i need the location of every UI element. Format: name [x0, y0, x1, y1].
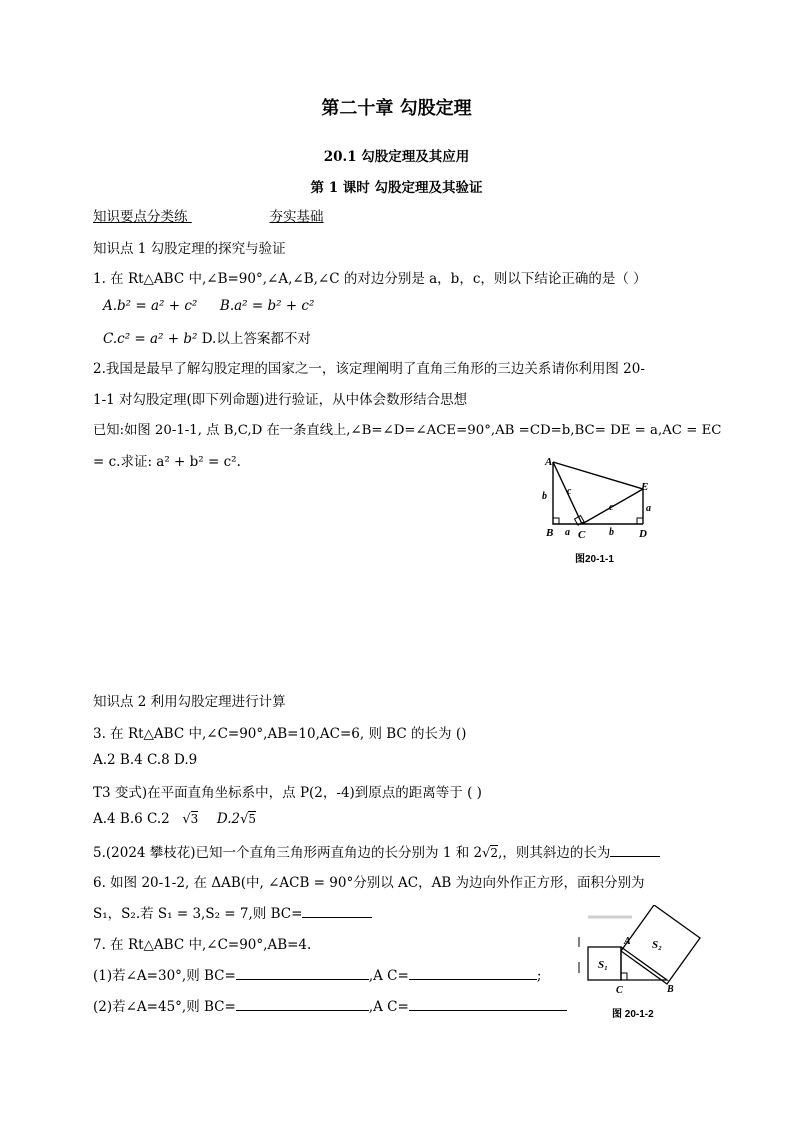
q3-options: A.2 B.4 C.8 D.9: [93, 752, 198, 768]
segment-ae: [553, 462, 643, 489]
q1-option-d: D.以上答案都不对: [201, 331, 311, 347]
chapter-title: 第二十章 勾股定理: [321, 98, 472, 119]
lesson-title: 第 1 课时 勾股定理及其验证: [310, 180, 483, 196]
figure-20-1-2-diagram: [572, 905, 707, 1025]
q4-option-d-prefix: D.2: [216, 811, 241, 827]
q4-sqrt-sign-c: √: [182, 812, 191, 827]
q5-stem: [93, 841, 660, 861]
label-b: B: [546, 527, 554, 539]
q2-line-3: 已知:如图 20-1-1, 点 B,C,D 在一条直线上,∠B=∠D=∠ACE=90°,AB =CD=b,BC= DE = a,AC = EC: [93, 423, 722, 438]
q4-radicand-d: 5: [248, 812, 257, 826]
category-left: 知识要点分类练: [93, 209, 188, 225]
label-s2: S₂: [652, 939, 662, 951]
label-e: E: [641, 481, 649, 493]
label-s1: S₁: [598, 959, 608, 971]
q5-sqrt-sign: √: [482, 846, 491, 861]
q1-options-ab: [103, 298, 314, 314]
right-angle-c-2: [621, 973, 627, 980]
figure-20-1-2-caption: 图 20-1-2: [612, 1009, 654, 1020]
q1-option-b: B.a² = b² + c²: [219, 298, 315, 314]
q5-stem-b: ,，则其斜边的长为: [498, 845, 611, 861]
category-right: 夯实基础: [269, 209, 324, 225]
label-side-c-ac: c: [567, 486, 572, 497]
q5-answer-blank[interactable]: [610, 842, 660, 857]
label-c: C: [578, 529, 586, 541]
label-side-b-left: b: [542, 491, 547, 502]
q2-line-2: 1-1 对勾股定理(即下列命题)进行验证，从中体会数形结合思想: [93, 392, 468, 408]
q7-part-2-bc-blank[interactable]: [236, 996, 369, 1011]
q5-stem-a: 5.(2024 攀枝花)已知一个直角三角形两直角边的长分别为 1 和 2: [93, 845, 483, 861]
category-header: [93, 205, 324, 225]
q7-part-2-ac-blank[interactable]: [409, 996, 567, 1011]
q7-part-2-a: (2)若∠A=45°,则 BC=: [93, 999, 236, 1015]
q5-radicand: 2: [490, 846, 499, 860]
section-title: 20.1 勾股定理及其应用: [323, 149, 470, 165]
label-side-a-bc: a: [565, 527, 570, 538]
q6-line-2: [93, 902, 372, 922]
label-a: A: [545, 456, 553, 468]
q7-part-1-a: (1)若∠A=30°,则 BC=: [93, 968, 236, 984]
header-gap: [188, 209, 270, 225]
q7-part-1: [93, 964, 541, 984]
q7-part-1-b: ,A C=: [368, 968, 409, 984]
q7-stem: 7. 在 Rt△ABC 中,∠C=90°,AB=4.: [93, 937, 312, 953]
label-c-2: C: [616, 985, 623, 996]
q1-option-c: C.c² = a² + b²: [103, 331, 198, 347]
q7-part-1-bc-blank[interactable]: [236, 965, 369, 980]
triangle-abc: [621, 947, 667, 980]
q4-options-prefix: A.4 B.6 C.2: [93, 811, 170, 827]
q4-sqrt-sign-d: √: [240, 812, 249, 827]
q2-line-1: 2.我国是最早了解勾股定理的国家之一，该定理阐明了直角三角形的三边关系请你利用图 20-: [93, 361, 645, 377]
q4-radicand-c: 3: [190, 812, 199, 826]
figure-20-1-1-caption: 图20-1-1: [575, 554, 614, 565]
q7-part-2-b: ,A C=: [368, 999, 409, 1015]
q6-line-2-text: S₁，S₂.若 S₁ = 3,S₂ = 7,则 BC=: [93, 906, 303, 922]
knowledge-point-2: 知识点 2 利用勾股定理进行计算: [93, 694, 286, 710]
figure-20-1-1-diagram: [535, 452, 665, 572]
q6-line-1: 6. 如图 20-1-2, 在 ΔAB(中, ∠ACB = 90°分别以 AC，AB 为边向外作正方形，面积分别为: [93, 875, 645, 891]
q4-options: [93, 811, 256, 827]
q1-options-cd: [103, 327, 311, 347]
q4-stem: T3 变式)在平面直角坐标系中，点 P(2，-4)到原点的距离等于 ( ): [93, 785, 482, 801]
q3-stem: 3. 在 Rt△ABC 中,∠C=90°,AB=10,AC=6, 则 BC 的长为 (): [93, 726, 467, 742]
label-b-2: B: [667, 984, 674, 995]
label-a-2: A: [624, 936, 631, 947]
label-side-b-cd: b: [609, 527, 614, 538]
figure-20-1-1: [535, 452, 665, 572]
q6-answer-blank[interactable]: [302, 903, 372, 918]
right-angle-b: [553, 518, 559, 524]
label-side-a-de: a: [646, 503, 651, 514]
q2-line-4: = c.求证: a² + b² = c².: [93, 454, 241, 470]
figure-20-1-2: [572, 905, 707, 1025]
knowledge-point-1: 知识点 1 勾股定理的探究与验证: [93, 241, 286, 257]
q1-option-a: A.b² = a² + c²: [103, 298, 198, 314]
label-d: D: [639, 528, 647, 540]
q7-part-1-end: ;: [536, 968, 542, 984]
right-angle-d: [637, 518, 643, 524]
q7-part-2: [93, 995, 567, 1015]
q7-part-1-ac-blank[interactable]: [409, 965, 537, 980]
q1-stem: 1. 在 Rt△ABC 中,∠B=90°,∠A,∠B,∠C 的对边分别是 a，b，c，则以下结论正确的是（ ）: [93, 271, 647, 287]
label-side-c-ce: c: [609, 502, 614, 513]
